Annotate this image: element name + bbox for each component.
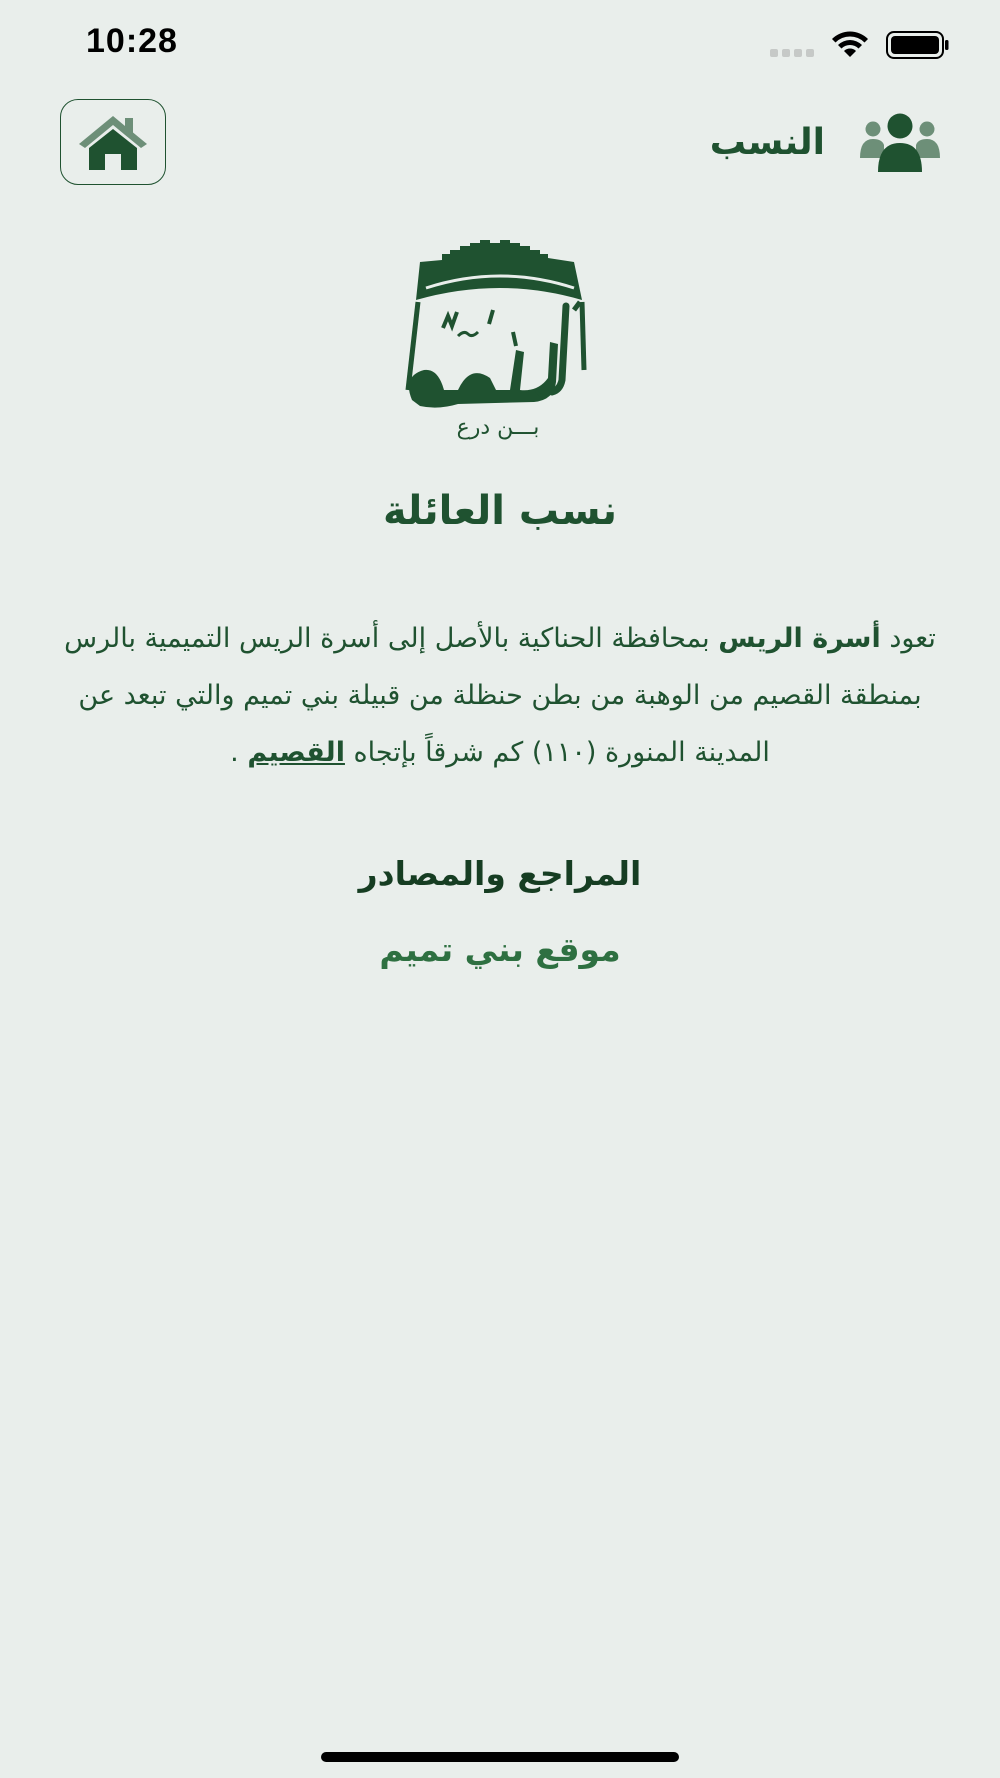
people-group-icon (860, 112, 940, 174)
lineage-paragraph (48, 610, 952, 781)
paragraph-text-start: تعود (880, 623, 936, 654)
paragraph-text-end: . (230, 737, 248, 768)
logo-subtitle: بـــن درع (456, 415, 540, 440)
paragraph-family-name: أسرة الريس (718, 623, 881, 654)
cellular-signal-icon (770, 49, 814, 57)
header-title: النسب (709, 122, 825, 163)
references-title: المراجع والمصادر (358, 854, 642, 893)
alrayes-logo (398, 240, 602, 440)
home-button[interactable] (60, 99, 166, 185)
wifi-icon (830, 30, 870, 60)
home-indicator[interactable] (321, 1752, 679, 1762)
home-icon (75, 112, 151, 172)
status-bar (0, 0, 1000, 90)
bani-tamim-website-link[interactable]: موقع بني تميم (379, 930, 621, 969)
qassim-link[interactable]: القصيم (247, 737, 345, 768)
page-title: نسب العائلة (383, 488, 617, 534)
status-time: 10:28 (86, 22, 178, 60)
paragraph-text-body: بمحافظة الحناكية بالأصل إلى أسرة الريس التميمية بالرس بمنطقة القصيم من الوهبة من بطن حنظلة من قبيلة بني تميم والتي تبعد عن المدينة المنورة (١١٠) كم شرقاً بإتجاه (64, 623, 922, 768)
battery-icon (886, 31, 950, 59)
